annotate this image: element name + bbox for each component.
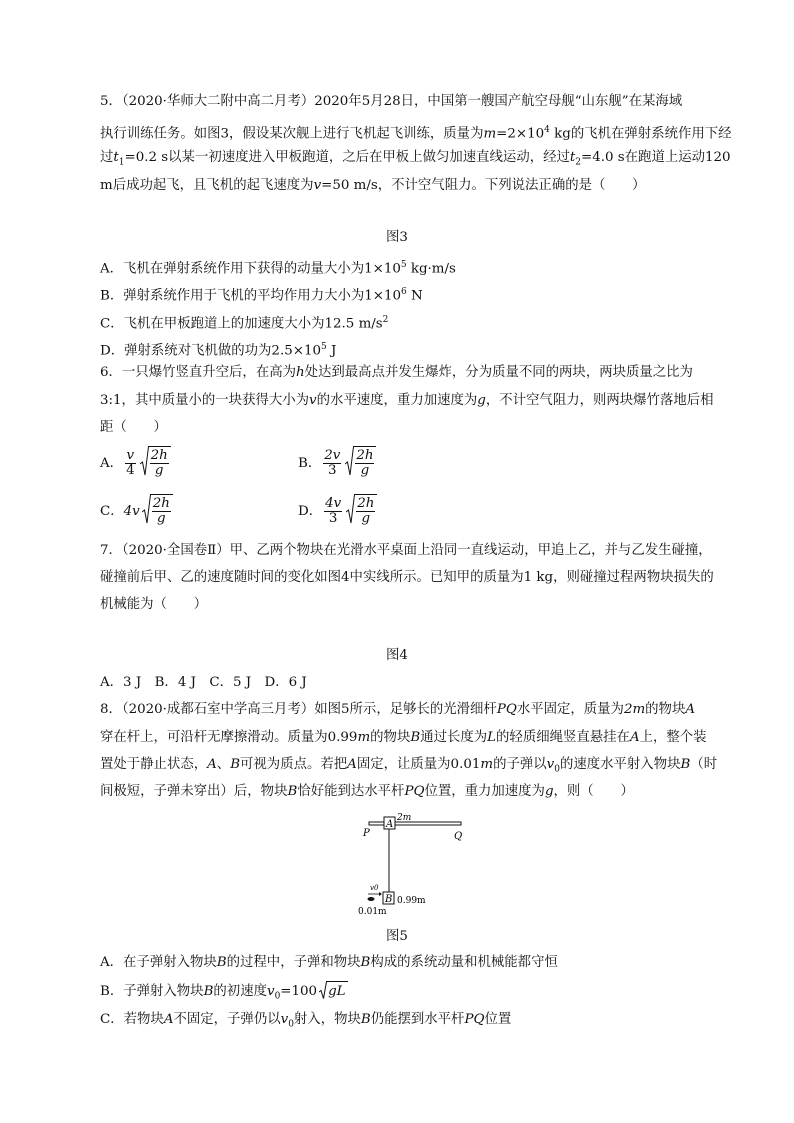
q7-line-1: 7．（2020·全国卷Ⅱ）甲、乙两个物块在光滑水平桌面上沿同一直线运动，甲追上乙，并与乙发生碰撞， (100, 543, 712, 558)
label-p: P (363, 828, 370, 839)
figure-5-diagram (355, 812, 475, 926)
q8-line-4: 间极短，子弹未穿出）后，物块B恰好能到达水平杆PQ位置，重力加速度为g，则（ ） (100, 784, 634, 799)
bullet (368, 897, 375, 901)
label-2m: 2m (397, 813, 412, 823)
q5-line-1: 5．（2020·华师大二附中高二月考）2020年5月28日，中国第一艘国产航空母舰“山东舰”在某海域 (100, 94, 683, 109)
q7-line-2: 碰撞前后甲、乙的速度随时间的变化如图4中实线所示。已知甲的质量为1 kg，则碰撞过程两物块损失的 (100, 570, 714, 585)
figure-5-caption: 图5 (386, 929, 408, 944)
label-q: Q (454, 831, 463, 842)
label-001m: 0.01m (358, 907, 387, 917)
q6-line-1: 6．一只爆竹竖直升空后，在高为h处达到最高点并发生爆炸，分为质量不同的两块，两块质量之比为 (100, 365, 693, 380)
q6-option-b: B． $\frac{2v}{3}$ $\frac{2h}{g}$ (298, 446, 376, 481)
horizontal-rod (369, 822, 461, 825)
label-b: B (385, 894, 393, 905)
q7-line-3: 机械能为（ ） (100, 597, 208, 612)
q5-line-4: m后成功起飞，且飞机的起飞速度为v=50 m/s，不计空气阻力。下列说法正确的是（ ） (100, 178, 646, 193)
q8-option-a: A．在子弹射入物块B的过程中，子弹和物块B构成的系统动量和机械能都守恒 (100, 955, 558, 970)
label-v0: v0 (370, 884, 379, 892)
q8-option-b: B．子弹射入物块B的初速度$v_0=100$ gL (100, 981, 348, 1007)
q8-line-2: 穿在杆上，可沿杆无摩擦滑动。质量为0.99m的物块B通过长度为L的轻质细绳竖直悬挂在A上，整个装 (100, 730, 707, 745)
label-a: A (386, 819, 394, 830)
q6-line-2: 3:1，其中质量小的一块获得大小为v的水平速度，重力加速度为g，不计空气阻力，则两块爆竹落地后相 (100, 393, 714, 408)
velocity-arrowhead (379, 892, 382, 896)
q6-option-d: D． $\frac{4v}{3}$ $\frac{2h}{g}$ (298, 494, 377, 529)
q5-option-b: B．弹射系统作用于飞机的平均作用力大小为$1\times 10^6$ N (100, 287, 423, 304)
q6-option-c: C．4v $\frac{2h}{g}$ (100, 494, 173, 529)
q7-options: A．3 J B．4 J C．5 J D．6 J (100, 675, 307, 690)
q5-option-d: D．弹射系统对飞机做的功为$2.5\times 10^5$ J (100, 342, 337, 359)
q5-line-3: 过$t_1=0.2$ s以某一初速度进入甲板跑道，之后在甲板上做匀加速直线运动，经过$t_2=4.0$ s在跑道上运动120 (100, 150, 731, 168)
q5-option-a: A．飞机在弹射系统作用下获得的动量大小为$1\times 10^5$ kg·m/s (100, 260, 456, 277)
q5-option-c: C．飞机在甲板跑道上的加速度大小为12.5 $m/s^2$ (100, 315, 389, 332)
q8-line-1: 8．（2020·成都石室中学高三月考）如图5所示，足够长的光滑细杆PQ水平固定，质量为2m的物块A (100, 702, 696, 717)
q8-option-c: C．若物块A不固定，子弹仍以$v_0$射入，物块B仍能摆到水平杆PQ位置 (100, 1012, 512, 1030)
q6-option-a: A． $\frac{v}{4}$ $\frac{2h}{g}$ (100, 446, 171, 481)
q6-line-3: 距（ ） (100, 420, 167, 435)
figure-4-caption: 图4 (386, 648, 408, 663)
label-099m: 0.99m (397, 896, 426, 906)
figure-3-caption: 图3 (386, 230, 408, 245)
q5-line-2: 执行训练任务。如图3，假设某次舰上进行飞机起飞训练，质量为$m=2\times 10^4$ kg的飞机在弹射系统作用下经 (100, 125, 732, 142)
q8-line-3: 置处于静止状态，A、B可视为质点。若把A固定，让质量为0.01m的子弹以$v_0$的速度水平射入物块B（时 (100, 757, 718, 775)
